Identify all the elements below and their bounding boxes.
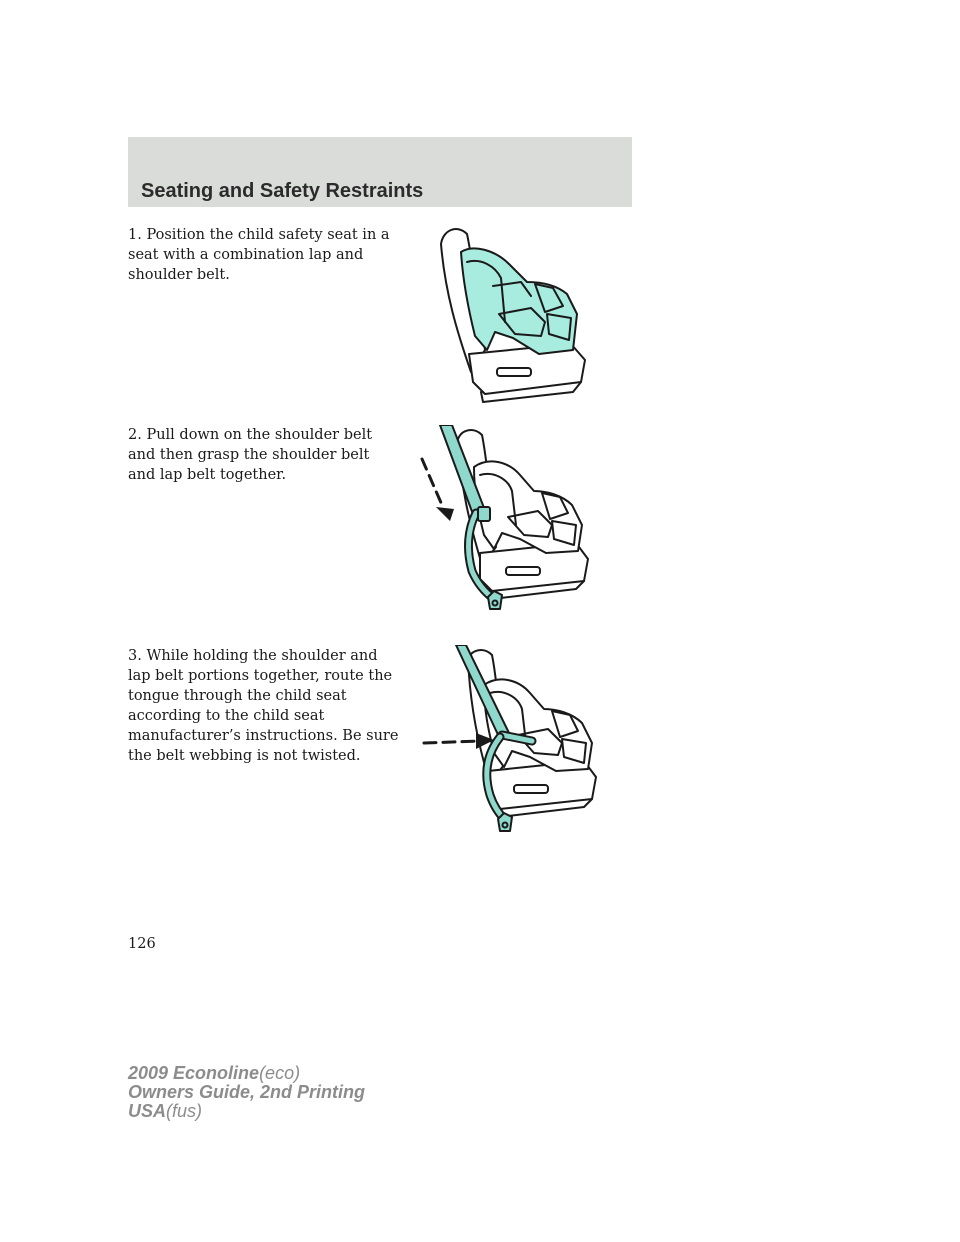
footer-guide: Owners Guide, 2nd Printing [128, 1082, 366, 1102]
footer-market: USA [128, 1101, 167, 1121]
step-3-text: 3. While holding the shoulder and lap belt portions together, route the tongue through the child seat according to the child seat manufacturer’s instructions. Be sure the belt webbing is not twisted. [128, 648, 399, 764]
step-1-text: 1. Position the child safety seat in a seat with a combination lap and shoulder belt. [128, 227, 390, 283]
footer-model-code: (eco) [259, 1063, 301, 1083]
child-seat-illustration-1 [435, 222, 595, 412]
footer-imprint [128, 1064, 365, 1121]
child-seat-illustration-2 [416, 425, 592, 615]
section-title: Seating and Safety Restraints [141, 180, 424, 202]
step-2-text: 2. Pull down on the shoulder belt and then grasp the shoulder belt and lap belt together. [128, 427, 373, 483]
footer-model-line [128, 1064, 365, 1083]
page-number: 126 [128, 936, 156, 952]
footer-model: 2009 Econoline [128, 1063, 260, 1083]
child-seat-illustration-3 [420, 645, 600, 835]
footer-market-line [128, 1102, 365, 1121]
footer-market-code: (fus) [166, 1101, 203, 1121]
